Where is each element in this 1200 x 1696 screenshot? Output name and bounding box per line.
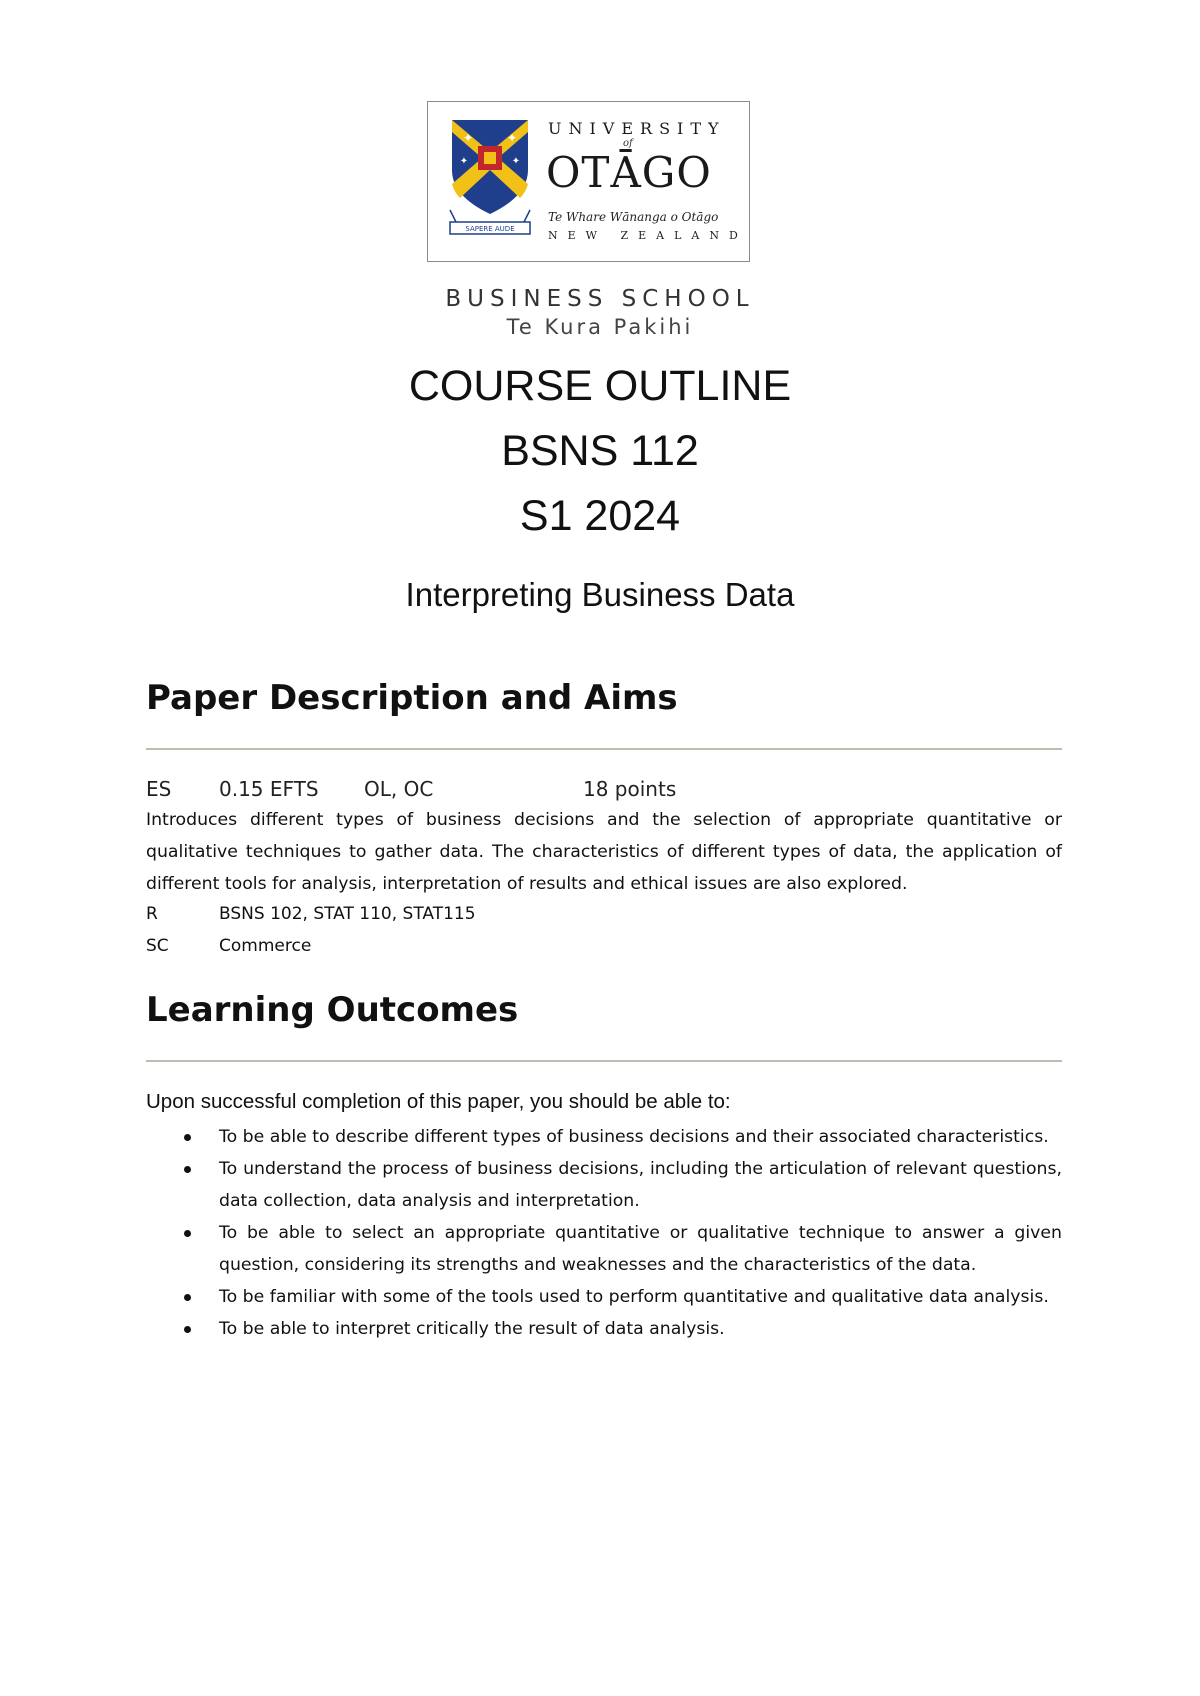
schedule-value: Commerce	[219, 936, 312, 956]
university-name: OTĀGO	[546, 148, 712, 197]
university-crest-icon	[448, 118, 532, 236]
svg-text:✦: ✦	[462, 131, 474, 145]
meta-code: ES	[146, 777, 172, 801]
meta-points: 18 points	[583, 777, 677, 801]
university-word: UNIVERSITY	[548, 119, 726, 138]
section-heading-description: Paper Description and Aims	[146, 678, 678, 718]
outcomes-list	[146, 1121, 1062, 1345]
list-item	[146, 1313, 1062, 1345]
list-item	[146, 1281, 1062, 1313]
university-logo	[427, 101, 750, 262]
restrictions-label: R	[146, 904, 158, 924]
outcome-text: To be familiar with some of the tools used to perform quantitative and qualitative data analysis.	[219, 1287, 1049, 1307]
paper-description: Introduces different types of business decisions and the selection of appropriate quantitative or qualitative techniques to gather data. The characteristics of different types of data, the application of different tools for analysis, interpretation of results and ethical issues are also explored.	[146, 810, 1062, 894]
outcome-text: To understand the process of business decisions, including the articulation of relevant questions, data collection, data analysis and interpretation.	[219, 1159, 1062, 1211]
bullet-icon	[184, 1166, 191, 1173]
course-semester: S1 2024	[519, 492, 681, 540]
svg-text:✦: ✦	[459, 156, 469, 167]
svg-text:✦: ✦	[511, 156, 521, 167]
bullet-icon	[184, 1230, 191, 1237]
svg-text:✦: ✦	[484, 191, 496, 205]
school-name: BUSINESS SCHOOL	[445, 286, 755, 312]
section-heading-outcomes: Learning Outcomes	[146, 990, 519, 1030]
university-country: NEW ZEALAND	[548, 229, 748, 242]
meta-efts: 0.15 EFTS	[219, 777, 319, 801]
outcome-text: To be able to select an appropriate quantitative or qualitative technique to answer a given question, considering its strengths and weaknesses and the characteristics of the data.	[219, 1223, 1062, 1275]
restrictions-value: BSNS 102, STAT 110, STAT115	[219, 904, 476, 924]
svg-text:✦: ✦	[506, 131, 518, 145]
bullet-icon	[184, 1326, 191, 1333]
meta-mode: OL, OC	[364, 777, 434, 801]
university-of: of	[623, 138, 633, 149]
course-name: Interpreting Business Data	[405, 576, 795, 613]
outcomes-intro: Upon successful completion of this paper, you should be able to:	[146, 1090, 731, 1113]
university-maori-name: Te Whare Wānanga o Otāgo	[548, 210, 719, 224]
list-item	[146, 1217, 1062, 1281]
schedule-label: SC	[146, 936, 169, 956]
course-code: BSNS 112	[501, 427, 699, 475]
bullet-icon	[184, 1294, 191, 1301]
list-item	[146, 1121, 1062, 1153]
section-divider	[146, 748, 1062, 750]
section-divider	[146, 1060, 1062, 1062]
school-maori-name: Te Kura Pakihi	[506, 315, 694, 339]
outcome-text: To be able to describe different types of business decisions and their associated characteristics.	[219, 1127, 1049, 1147]
document-title: COURSE OUTLINE	[408, 362, 792, 410]
list-item	[146, 1153, 1062, 1217]
bullet-icon	[184, 1134, 191, 1141]
outcome-text: To be able to interpret critically the result of data analysis.	[219, 1319, 725, 1339]
motto-text: SAPERE AUDE	[465, 225, 515, 233]
